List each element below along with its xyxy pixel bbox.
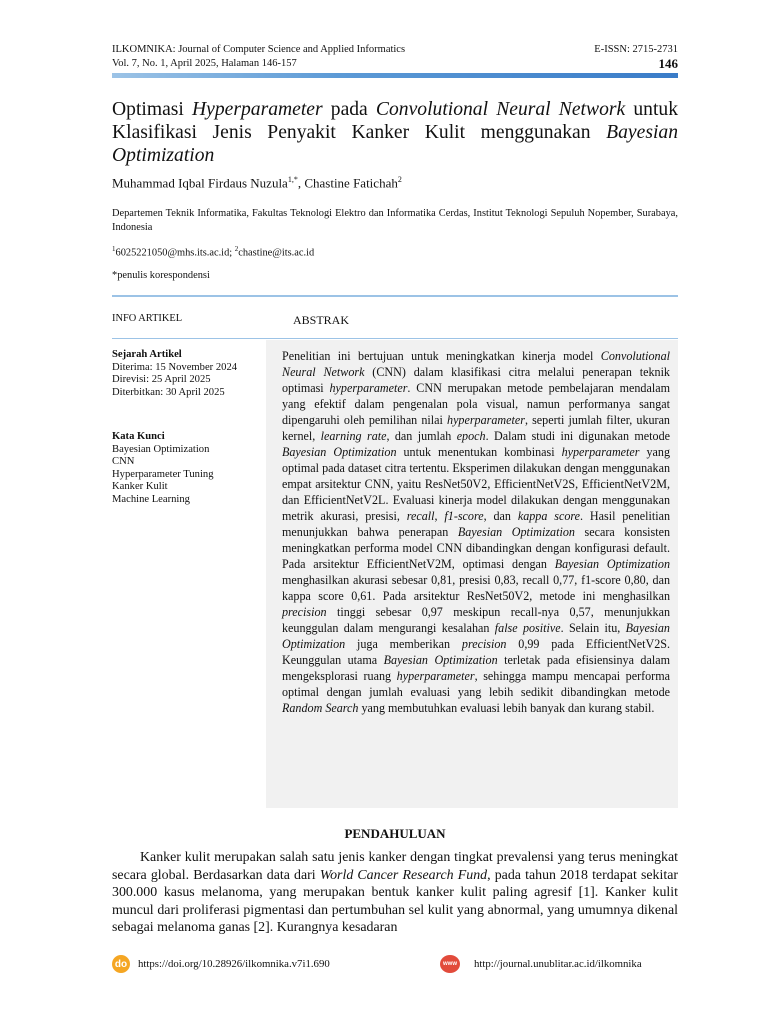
- abstract-label: ABSTRAK: [293, 313, 350, 327]
- journal-header-right: [594, 43, 678, 71]
- published-date: Diterbitkan: 30 April 2025: [112, 386, 225, 398]
- article-history: [112, 349, 262, 399]
- keywords: [112, 431, 262, 507]
- header-bar: [112, 73, 678, 78]
- divider-top: [112, 295, 678, 297]
- journal-link[interactable]: http://journal.unublitar.ac.id/ilkomnika: [474, 958, 642, 970]
- doi-link[interactable]: https://doi.org/10.28926/ilkomnika.v7i1.690: [138, 958, 330, 970]
- doi-icon: do: [112, 955, 130, 973]
- doi-footer: [112, 955, 330, 973]
- keyword: CNN: [112, 456, 135, 468]
- intro-paragraph: Kanker kulit merupakan salah satu jenis kanker dengan tingkat prevalensi yang terus meningkat secara global. Berdasarkan data dari World Cancer Research Fund, pada tahun 2018 terdapat sekitar 300.000 kasus melanoma, yang merupakan bentuk kanker kulit paling agresif [1]. Kanker kulit muncul dari proliferasi pigmentasi dan pertumbuhan sel kulit yang abnormal, yang umumnya dikenal sebagai melanoma ganas [2]. Kurangnya kesadaran: [112, 850, 678, 935]
- www-icon: www: [440, 955, 460, 973]
- abstract-text: Penelitian ini bertujuan untuk meningkatkan kinerja model Convolutional Neural Network (CNN) dalam klasifikasi citra melalui penerapan teknik optimasi hyperparameter. CNN merupakan metode pembelajaran mendalam yang efektif dalam pengenalan pola visual, namun performanya sangat dipengaruhi oleh pemilihan nilai hyperparameter, seperti jumlah filter, ukuran kernel, learning rate, dan jumlah epoch. Dalam studi ini digunakan metode Bayesian Optimization untuk menentukan kombinasi hyperparameter yang optimal pada dataset citra tertentu. Eksperimen dilakukan dengan menggunakan empat arsitektur CNN, yaitu ResNet50V2, EfficientNetV2S, EfficientNetV2M, dan EfficientNetV2L. Evaluasi kinerja model dilakukan dengan menggunakan metrik akurasi, presisi, recall, f1-score, dan kappa score. Hasil penelitian menunjukkan bahwa penerapan Bayesian Optimization secara konsisten meningkatkan performa model CNN dibandingkan dengan konfigurasi default. Pada arsitektur EfficientNetV2M, optimasi dengan Bayesian Optimization menghasilkan akurasi sebesar 0,81, presisi 0,83, recall 0,77, f1-score 0,80, dan kappa score 0,61. Pada arsitektur ResNet50V2, metode ini menghasilkan precision tinggi sebesar 0,97 meskipun recall-nya 0,57, menunjukkan keunggulan dalam mengurangi kesalahan false positive. Selain itu, Bayesian Optimization juga memberikan precision 0,99 pada EfficientNetV2S. Keunggulan utama Bayesian Optimization terletak pada efisiensinya dalam mengeksplorasi ruang hyperparameter, sehingga mampu mencapai performa optimal dengan jumlah evaluasi yang lebih sedikit dibandingkan metode Random Search yang membutuhkan evaluasi lebih banyak dan kurang stabil.: [282, 349, 670, 715]
- keyword: Bayesian Optimization: [112, 443, 210, 455]
- authors: Muhammad Iqbal Firdaus Nuzula$^{1,*}$, Chastine Fatichah$^2$: [112, 175, 402, 191]
- keywords-heading: Kata Kunci: [112, 431, 165, 442]
- received-date: Diterima: 15 November 2024: [112, 361, 238, 373]
- info-label: INFO ARTIKEL: [112, 313, 183, 324]
- keyword: Machine Learning: [112, 493, 190, 505]
- emails: $^1$6025221050@mhs.its.ac.id; $^2$chastine@its.ac.id: [112, 245, 315, 259]
- paper-title: Optimasi Hyperparameter pada Convolutional Neural Network untuk Klasifikasi Jenis Penyakit Kanker Kulit menggunakan Bayesian Optimization: [112, 99, 678, 166]
- revised-date: Direvisi: 25 April 2025: [112, 374, 211, 386]
- page-number: 146: [658, 56, 678, 71]
- affiliation: Departemen Teknik Informatika, Fakultas Teknologi Elektro dan Informatika Cerdas, Institut Teknologi Sepuluh Nopember, Surabaya, Indonesia: [112, 208, 678, 233]
- history-heading: Sejarah Artikel: [112, 349, 182, 360]
- correspondence-note: *penulis korespondensi: [112, 270, 210, 281]
- journal-volume: Vol. 7, No. 1, April 2025, Halaman 146-157: [112, 58, 297, 69]
- url-footer: [440, 955, 642, 973]
- eissn: E-ISSN: 2715-2731: [594, 44, 678, 55]
- journal-header: [112, 43, 405, 71]
- keyword: Kanker Kulit: [112, 481, 168, 493]
- section-heading: PENDAHULUAN: [344, 826, 446, 841]
- journal-name: ILKOMNIKA: Journal of Computer Science and Applied Informatics: [112, 44, 406, 55]
- divider-abstract: [112, 338, 678, 339]
- keyword: Hyperparameter Tuning: [112, 468, 214, 480]
